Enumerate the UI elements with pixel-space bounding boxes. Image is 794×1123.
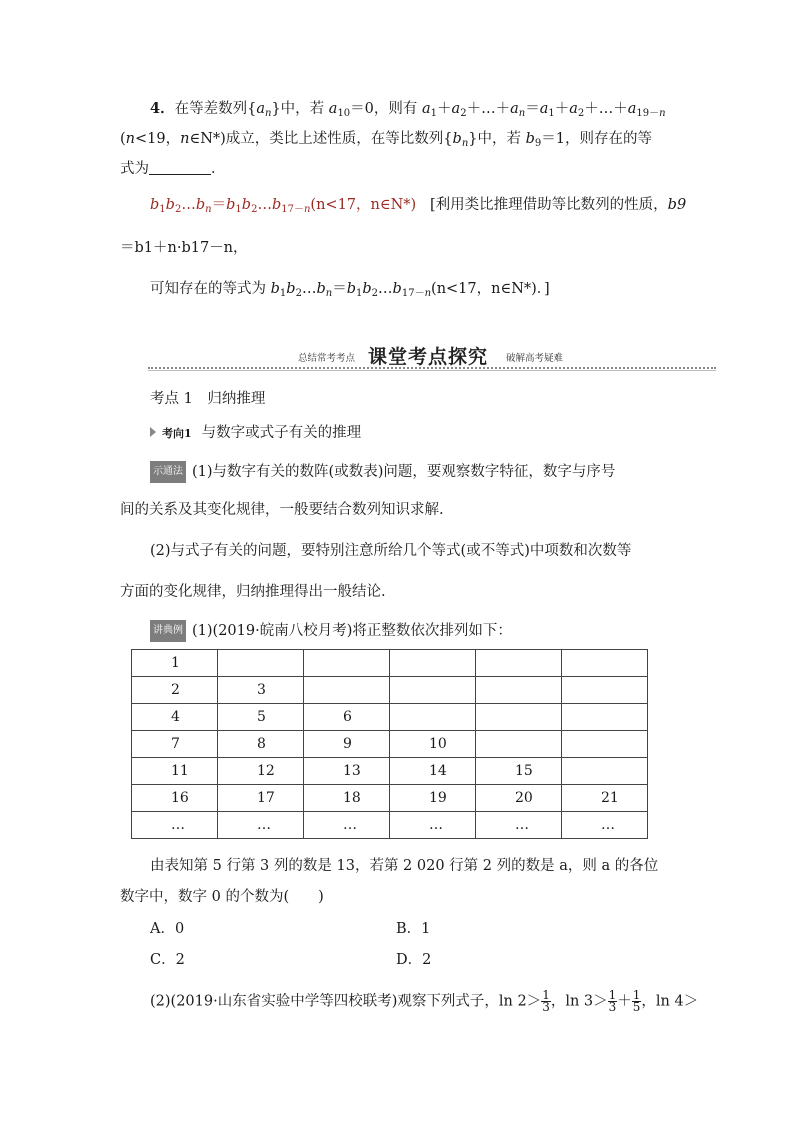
table-cell: 2 [132,677,218,704]
q4-line1: 4．在等差数列$\{a_n\}$中，若 $a_{10}=0$，则有 $a_1+a_2+\dots+a_n=a_1+a_2+\dots+a_{19-n}$ [150,100,666,119]
kaoxiang-heading: 考向1 与数字或式子有关的推理 [150,423,361,444]
banner-right: 破解高考疑难 [506,353,564,364]
table-cell [476,677,562,704]
table-cell: 1 [132,650,218,677]
table-cell [218,650,304,677]
table-cell: 18 [304,785,390,812]
table-row [132,785,648,812]
table-cell [476,650,562,677]
table-cell: 4 [132,704,218,731]
method-p1b: 间的关系及其变化规律，一般要结合数列知识求解. [120,502,444,518]
table-cell: 8 [218,731,304,758]
fraction: $\frac{1}{3}$ [608,988,617,1014]
table-cell: 21 [562,785,648,812]
table-cell: 17 [218,785,304,812]
table-cell: 12 [218,758,304,785]
table-cell: 15 [476,758,562,785]
table-cell [562,758,648,785]
table-cell [304,677,390,704]
number-triangle-table [131,649,648,839]
answer-blank [149,160,211,175]
table-row [132,704,648,731]
method-badge: 示通法 [150,461,186,483]
table-cell: … [218,812,304,839]
option-b[interactable]: B．1 [396,921,431,937]
table-cell: … [390,812,476,839]
section-banner [148,340,716,370]
method-p2b: 方面的变化规律，归纳推理得出一般结论. [120,584,386,600]
q4-line3: 式为 ． [120,161,226,177]
option-a[interactable]: A．0 [150,921,185,937]
banner-dotted-rule [148,367,716,369]
banner-title: 课堂考点探究 [368,346,489,368]
example-intro: 讲典例 (1)(2019·皖南八校月考)将正整数依次排列如下： [150,620,512,642]
table-cell: 16 [132,785,218,812]
table-cell: 3 [218,677,304,704]
kaodian-heading: 考点 1 归纳推理 [150,391,266,407]
banner-rule [148,370,716,371]
table-cell: … [132,812,218,839]
answer-line3: 可知存在的等式为 $b_1b_2\dots b_n=b_1b_2\dots b_{17-n}(n<17$，n∈N*)．] [150,281,550,299]
table-cell [390,704,476,731]
example-q2: 数字中，数字 0 的个数为( ) [120,889,324,905]
answer-line2: ＝b1＋n·b17－n， [120,240,248,256]
table-row [132,758,648,785]
table-cell: 10 [390,731,476,758]
example-q1: 由表知第 5 行第 3 列的数是 13，若第 2 020 行第 2 列的数是 a，则 a 的各位 [150,858,659,874]
q4-number: 4． [150,100,175,117]
table-cell [390,677,476,704]
table-cell [304,650,390,677]
table-cell [562,704,648,731]
table-cell [476,704,562,731]
table-cell [562,650,648,677]
table-cell [390,650,476,677]
example-part2: (2)(2019·山东省实验中学等四校联考)观察下列式子，ln 2＞ $\frac{1}{3}$ ，ln 3＞ $\frac{1}{3}$ ＋ $\frac{1}{5}$ ，ln 4＞ [150,988,699,1014]
table-cell: 7 [132,731,218,758]
table-cell: 20 [476,785,562,812]
arrow-icon [150,427,156,437]
table-cell: … [562,812,648,839]
table-cell: 9 [304,731,390,758]
table-cell: … [304,812,390,839]
table-cell: 5 [218,704,304,731]
method-p1a: 示通法 (1)与数字有关的数阵(或数表)问题，要观察数字特征，数字与序号 [150,461,615,483]
table-cell: 14 [390,758,476,785]
table-cell [562,731,648,758]
example-badge: 讲典例 [150,620,186,642]
fraction: $\frac{1}{5}$ [632,988,641,1014]
table-cell: 13 [304,758,390,785]
method-p2a: (2)与式子有关的问题，要特别注意所给几个等式(或不等式)中项数和次数等 [150,543,632,559]
answer-line1: $b_1b_2\dots b_n=b_1b_2\dots b_{17-n}(n<17$，n∈N*) [利用类比推理借助等比数列的性质，b9 [150,197,687,215]
table-row [132,677,648,704]
answer-formula: $b_1b_2\dots b_n=b_1b_2\dots b_{17-n}(n<17$，n∈N*) [150,197,417,215]
option-c[interactable]: C．2 [150,952,185,968]
fraction: $\frac{1}{3}$ [542,988,550,1014]
table-row [132,650,648,677]
table-cell [562,677,648,704]
table-cell: … [476,812,562,839]
q4-line2: (n<19，n∈N*)成立，类比上述性质，在等比数列$\{b_n\}$中，若 $b_9=1$，则存在的等 [120,131,653,149]
table-cell: 19 [390,785,476,812]
table-cell [476,731,562,758]
table-row [132,731,648,758]
table-cell: 11 [132,758,218,785]
banner-left: 总结常考考点 [298,353,356,364]
table-row [132,812,648,839]
option-d[interactable]: D．2 [396,952,432,968]
table-cell: 6 [304,704,390,731]
